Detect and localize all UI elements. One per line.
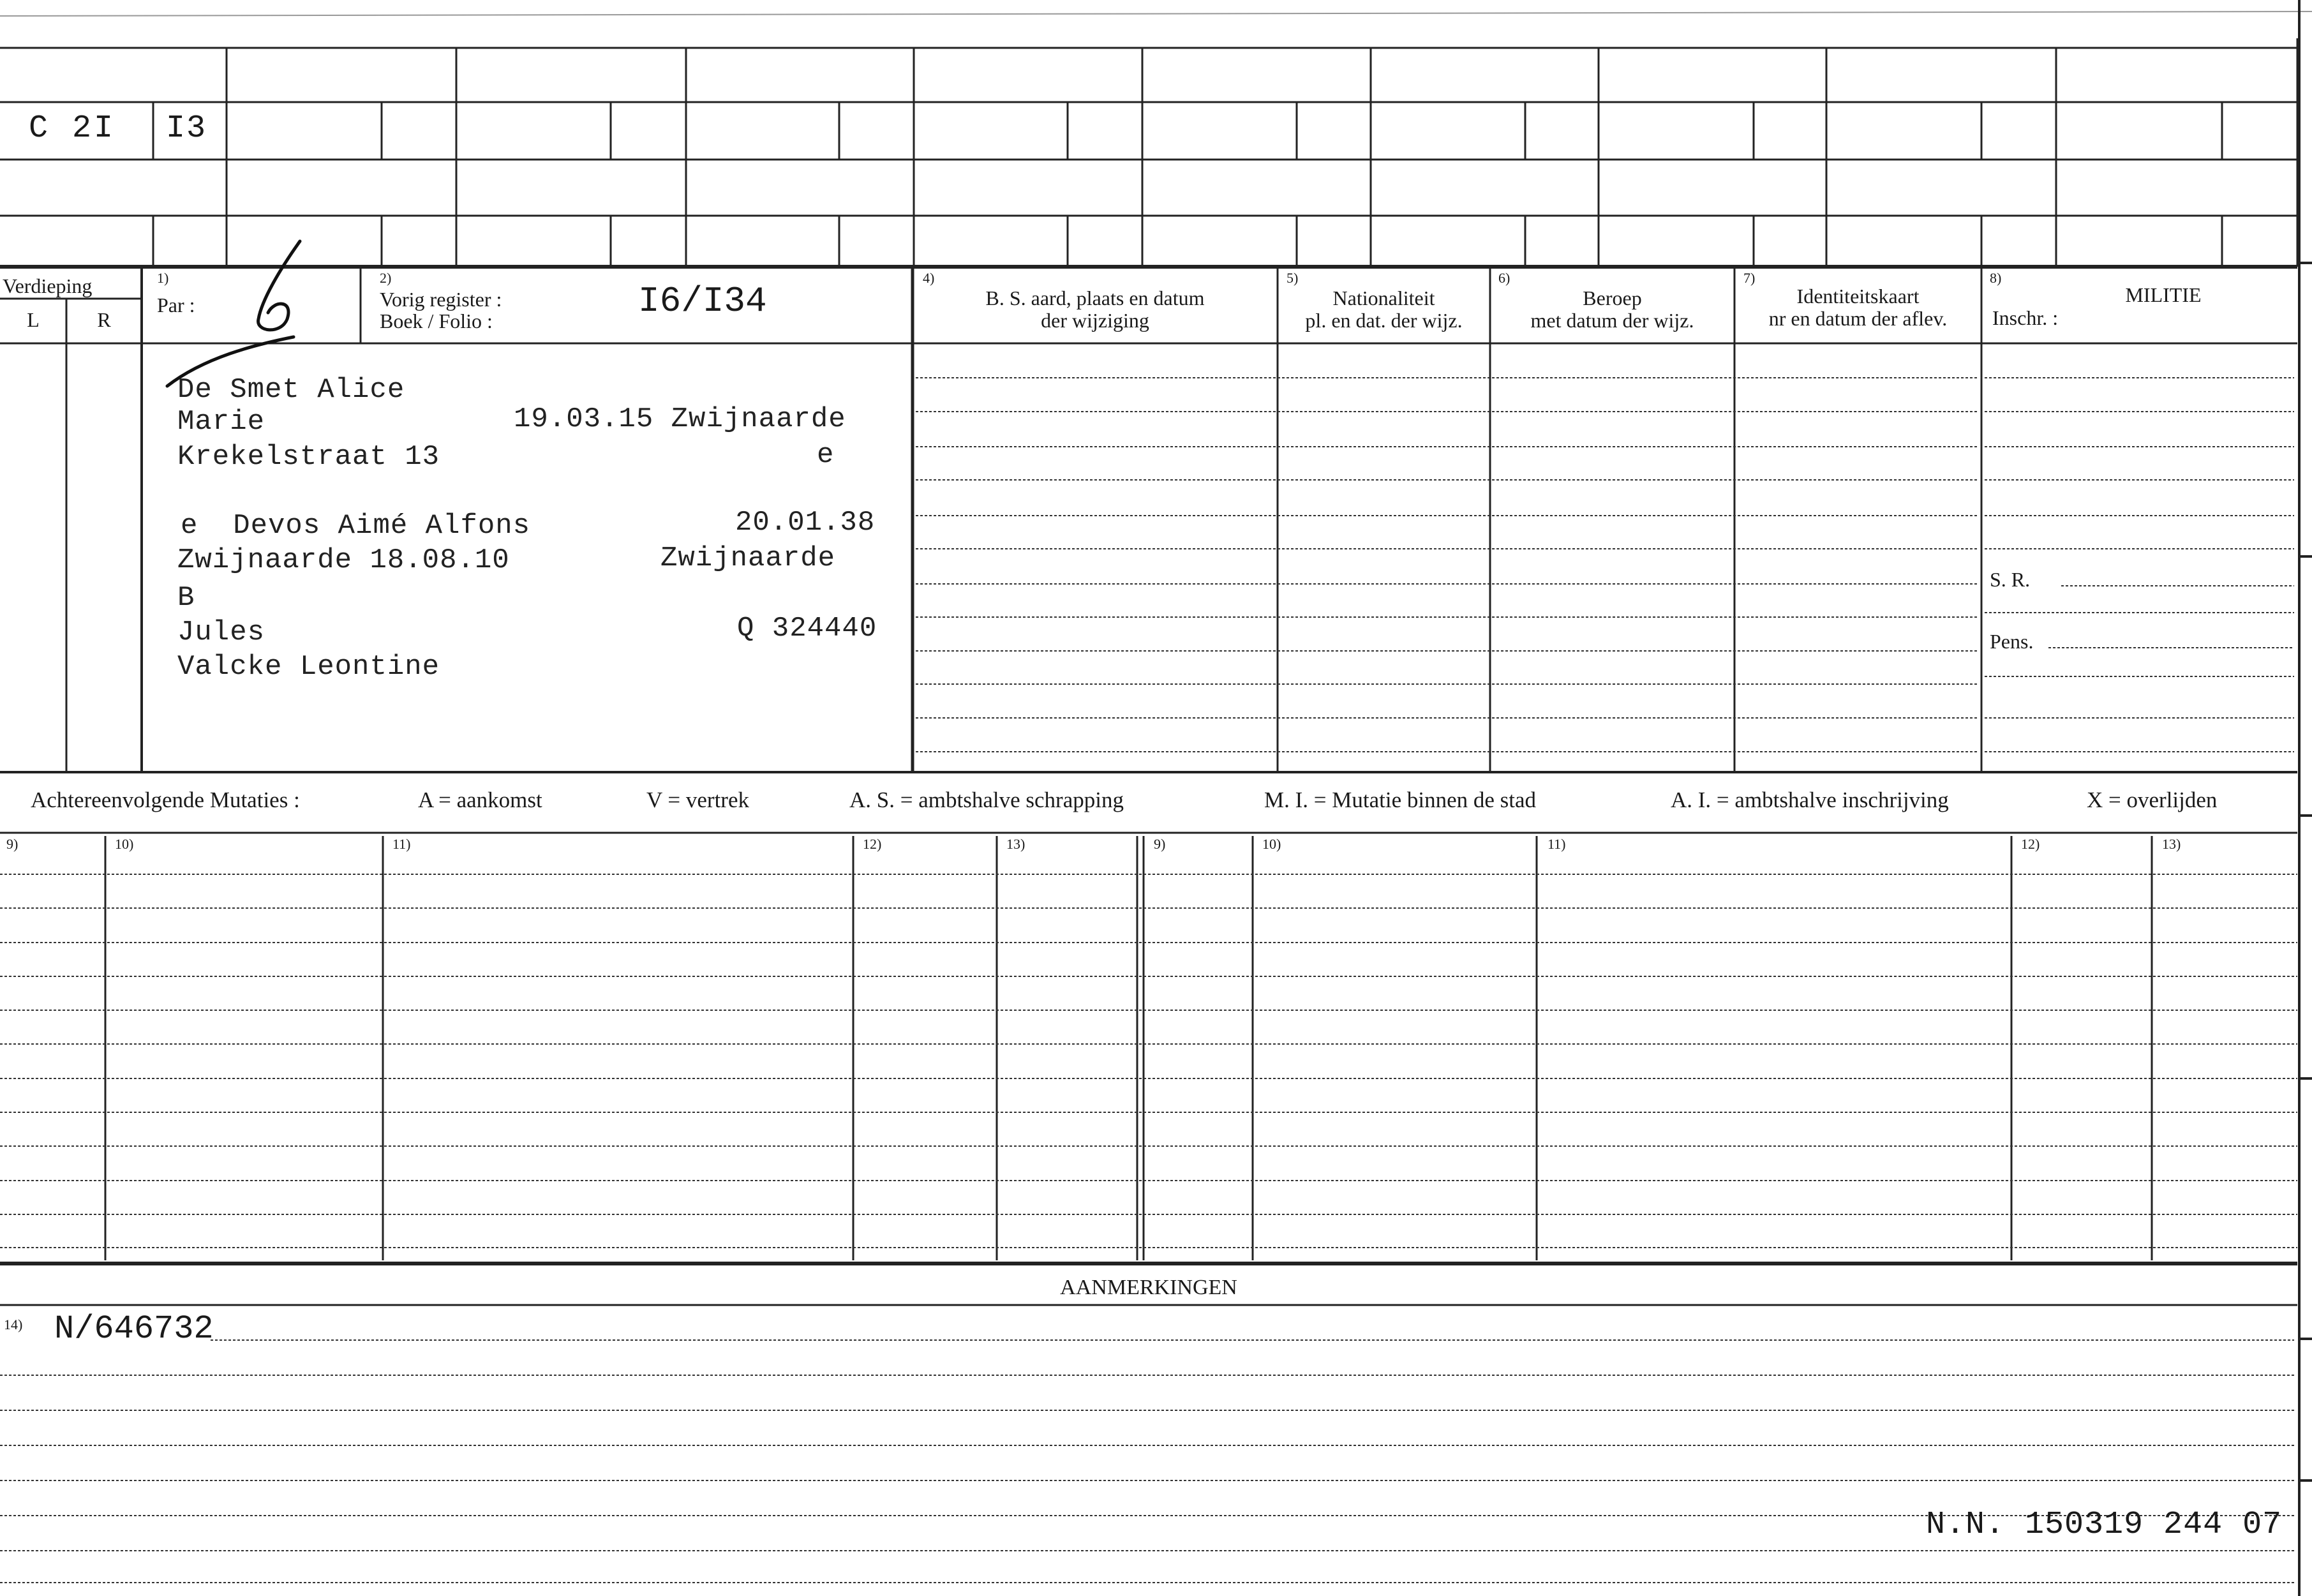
mutation-col-13-right: 13) [2162, 836, 2181, 852]
beroep-header-line1: Beroep [1583, 287, 1642, 310]
marriage-place: Zwijnaarde [660, 542, 836, 574]
field-number-8: 8) [1990, 270, 2002, 286]
nationaliteit-header-line2: pl. en dat. der wijz. [1305, 309, 1463, 332]
bs-header-line1: B. S. aard, plaats en datum [985, 287, 1205, 310]
mutation-col-10-left: 10) [115, 836, 134, 852]
mutation-col-12-right: 12) [2021, 836, 2040, 852]
mutation-col-9-right: 9) [1154, 836, 1166, 852]
legend-inschrijving: A. I. = ambtshalve inschrijving [1671, 787, 1949, 812]
militie-header: MILITIE [2125, 283, 2202, 306]
beroep-header-line2: met datum der wijz. [1530, 309, 1694, 332]
bs-header-line2: der wijziging [1041, 309, 1149, 332]
vorig-register-label: Vorig register : [380, 288, 502, 311]
identiteit-header-line2: nr en datum der aflev. [1768, 307, 1948, 330]
person-address: Krekelstraat 13 [177, 441, 440, 473]
mutation-col-12-left: 12) [863, 836, 882, 852]
legend-overlijden: X = overlijden [2087, 787, 2218, 812]
identiteit-header-line1: Identiteitskaart [1796, 285, 1920, 308]
nationaliteit-header-line1: Nationaliteit [1332, 287, 1435, 310]
mutation-col-9-left: 9) [6, 836, 19, 852]
mother-name: Valcke Leontine [177, 651, 440, 683]
person-birth: 19.03.15 Zwijnaarde [514, 403, 846, 435]
register-value: I6/I34 [638, 281, 767, 322]
mutation-col-10-right: 10) [1262, 836, 1281, 852]
col-L-label: L [27, 308, 40, 331]
legend-vertrek: V = vertrek [646, 787, 749, 812]
mutation-col-11-left: 11) [392, 836, 411, 852]
par-label: Par : [157, 294, 195, 317]
field-number-7: 7) [1743, 270, 1756, 286]
col-R-label: R [97, 308, 111, 331]
mutaties-title: Achtereenvolgende Mutaties : [31, 787, 300, 812]
top-grid-cell-2: I3 [166, 110, 207, 147]
pens-label: Pens. [1990, 630, 2034, 653]
field-number-5: 5) [1287, 270, 1299, 286]
field-number-4: 4) [923, 270, 935, 286]
top-grid-cell-1: C 2I [29, 110, 116, 147]
aanmerking-entry: N/646732 [54, 1310, 214, 1348]
field-number-14: 14) [4, 1316, 23, 1332]
person-name: De Smet Alice [177, 374, 405, 406]
aanmerkingen-title: AANMERKINGEN [1060, 1276, 1237, 1299]
mutation-col-13-left: 13) [1006, 836, 1025, 852]
field-number-2: 2) [380, 270, 392, 286]
father-name: Jules [177, 616, 265, 648]
inschr-label: Inschr. : [1992, 306, 2059, 329]
national-number: N.N. 150319 244 07 [1926, 1507, 2283, 1543]
legend-aankomst: A = aankomst [418, 787, 542, 812]
field-number-1: 1) [157, 270, 169, 286]
spouse-name: e Devos Aimé Alfons [181, 510, 531, 542]
mutation-col-11-right: 11) [1548, 836, 1566, 852]
person-address-mark: e [817, 439, 835, 471]
legend-schrapping: A. S. = ambtshalve schrapping [849, 787, 1124, 812]
person-first-name-2: Marie [177, 406, 265, 438]
verdieping-label: Verdieping [3, 274, 93, 297]
status-letter: B [177, 582, 195, 614]
mutaties-legend [31, 786, 2296, 814]
field-number-6: 6) [1498, 270, 1510, 286]
marriage-date: 20.01.38 [735, 507, 876, 539]
spouse-birth: Zwijnaarde 18.08.10 [177, 544, 510, 576]
legend-mutatie-stad: M. I. = Mutatie binnen de stad [1264, 787, 1537, 812]
id-number: Q 324440 [737, 613, 877, 645]
boek-folio-label: Boek / Folio : [380, 310, 493, 332]
sr-label: S. R. [1990, 568, 2031, 591]
